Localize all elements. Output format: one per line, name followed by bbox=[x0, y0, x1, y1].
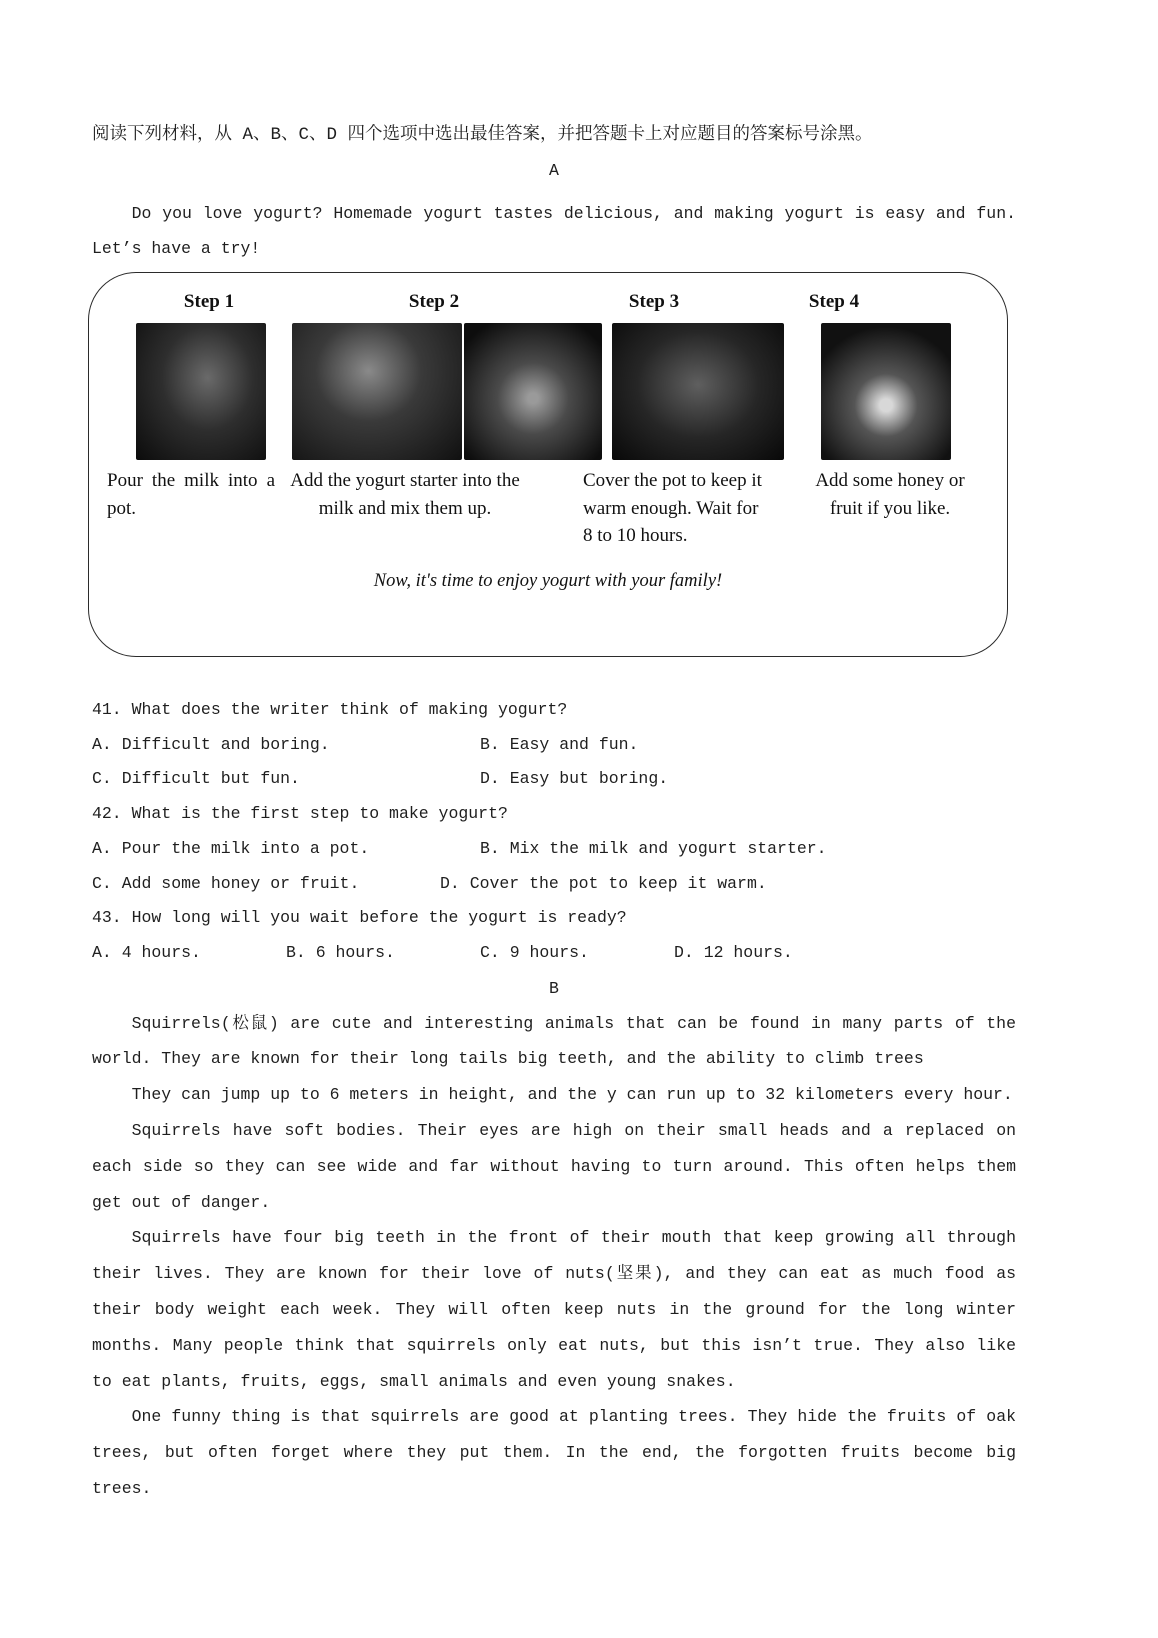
question-41-stem: 41. What does the writer think of making yogurt? bbox=[92, 700, 568, 719]
step-2-caption: Add the yogurt starter into the milk and mix them up. bbox=[290, 470, 520, 519]
question-41 bbox=[92, 693, 1016, 797]
photo-mixing bbox=[464, 323, 602, 460]
step-3-title: Step 3 bbox=[628, 291, 680, 312]
page-content bbox=[92, 118, 1016, 1507]
question-41-options-row-1 bbox=[92, 728, 1016, 763]
passage-b bbox=[92, 1006, 1016, 1507]
question-42 bbox=[92, 797, 1016, 901]
option-41-c: C. Difficult but fun. bbox=[92, 769, 300, 789]
question-43-stem: 43. How long will you wait before the yogurt is ready? bbox=[92, 908, 627, 928]
question-43 bbox=[92, 901, 1016, 970]
intro-line-1: Do you love yogurt? Homemade yogurt tastes delicious, and making yogurt is easy and fun. bbox=[131, 204, 1016, 223]
question-42-stem: 42. What is the first step to make yogurt? bbox=[92, 804, 508, 824]
photo-honey-fruit bbox=[821, 323, 951, 460]
option-43-d: D. 12 hours. bbox=[674, 942, 793, 962]
question-42-options-row-1 bbox=[92, 832, 1016, 867]
question-42-options-row-2 bbox=[92, 867, 1016, 902]
section-instruction: 阅读下列材料，从 A、B、C、D 四个选项中选出最佳答案，并把答题卡上对应题目的答案标号涂黑。 bbox=[92, 125, 873, 145]
photo-pour-milk bbox=[136, 323, 266, 460]
option-41-a: A. Difficult and boring. bbox=[92, 734, 330, 754]
intro-line-2: Let’s have a try! bbox=[92, 239, 261, 258]
section-a-label: A bbox=[549, 161, 559, 180]
option-43-b: B. 6 hours. bbox=[286, 942, 395, 962]
passage-b-paragraph-3: Squirrels have soft bodies. Their eyes are high on their small heads and a replaced on each side so they can see wide and far without having to turn around. This often helps them get out of danger. bbox=[92, 1121, 1016, 1212]
photo-cover-pot bbox=[612, 323, 784, 460]
step-2-title: Step 2 bbox=[408, 291, 460, 312]
step-1-caption: Pour the milk into a pot. bbox=[107, 470, 275, 519]
step-4-caption: Add some honey or fruit if you like. bbox=[815, 470, 965, 519]
option-43-a: A. 4 hours. bbox=[92, 942, 201, 962]
question-43-options-row-1 bbox=[92, 936, 1016, 971]
passage-b-paragraph-5: One funny thing is that squirrels are good at planting trees. They hide the fruits of oak trees, but often forget where they put them. In the end, the forgotten fruits become big trees. bbox=[92, 1407, 1016, 1498]
step-1-title: Step 1 bbox=[183, 291, 235, 312]
yogurt-steps-box bbox=[88, 272, 1008, 657]
section-b-label: B bbox=[549, 978, 559, 998]
option-42-d: D. Cover the pot to keep it warm. bbox=[440, 873, 767, 893]
option-42-a: A. Pour the milk into a pot. bbox=[92, 838, 370, 858]
option-42-c: C. Add some honey or fruit. bbox=[92, 873, 360, 893]
option-42-b: B. Mix the milk and yogurt starter. bbox=[480, 838, 827, 858]
step-4-title: Step 4 bbox=[808, 291, 860, 312]
option-43-c: C. 9 hours. bbox=[480, 942, 589, 962]
option-41-b: B. Easy and fun. bbox=[480, 734, 639, 754]
option-41-d: D. Easy but boring. bbox=[480, 769, 669, 789]
photo-yogurt-starter bbox=[292, 323, 462, 460]
box-footer-text: Now, it's time to enjoy yogurt with your family! bbox=[373, 571, 723, 591]
passage-b-paragraph-1: Squirrels(松鼠) are cute and interesting animals that can be found in many parts of the world. They are known for their long tails big teeth, and the ability to climb trees bbox=[92, 1013, 1016, 1069]
passage-b-paragraph-4: Squirrels have four big teeth in the front of their mouth that keep growing all through their lives. They are known for their love of nuts(坚果), and they can eat as much food as their body weight each week. They will often keep nuts in the ground for the long winter months. Many people think that squirrels only eat nuts, but this isn’t true. They also like to eat plants, fruits, eggs, small animals and even young snakes. bbox=[92, 1228, 1016, 1391]
passage-b-paragraph-2: They can jump up to 6 meters in height, and the y can run up to 32 kilometers every hour. bbox=[131, 1085, 1013, 1105]
step-3-caption: Cover the pot to keep it warm enough. Wait for 8 to 10 hours. bbox=[583, 470, 762, 546]
question-41-options-row-2 bbox=[92, 762, 1016, 797]
questions-section bbox=[92, 693, 1016, 971]
